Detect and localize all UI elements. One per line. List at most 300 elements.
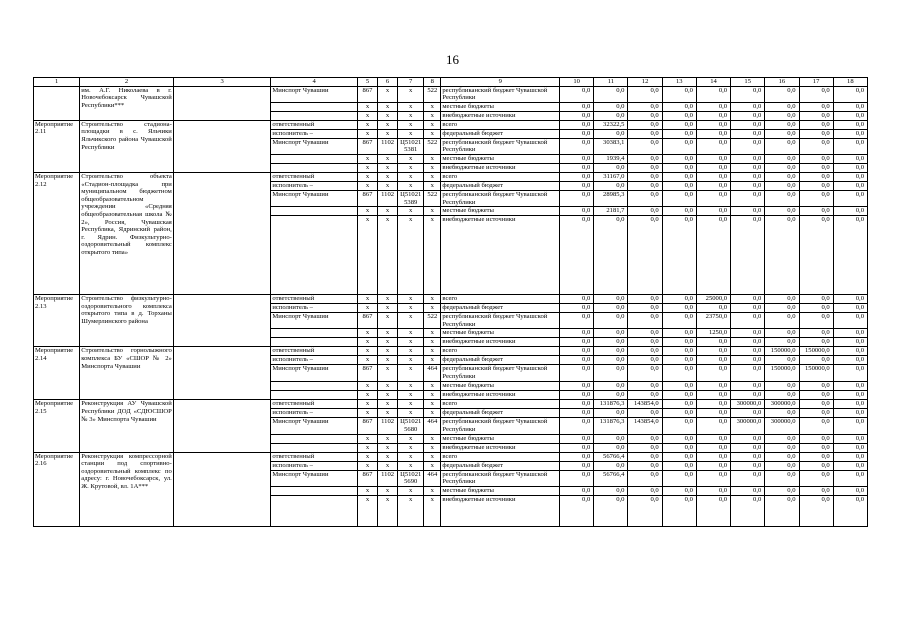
amount-cell: 0,0 [594, 313, 628, 329]
amount-cell: 0,0 [662, 216, 696, 295]
funding-source: внебюджетные источники [441, 391, 560, 400]
amount-cell: 0,0 [696, 163, 730, 172]
amount-cell: 0,0 [765, 391, 799, 400]
grbs-code: x [357, 461, 377, 470]
amount-cell: 0,0 [765, 452, 799, 461]
amount-cell: 0,0 [765, 313, 799, 329]
amount-cell: 0,0 [833, 347, 867, 356]
amount-cell: 0,0 [799, 356, 833, 365]
amount-cell: 0,0 [799, 409, 833, 418]
target-code: x [398, 111, 424, 120]
target-code: x [398, 216, 424, 295]
expense-type: x [424, 102, 441, 111]
amount-cell: 0,0 [594, 391, 628, 400]
target-code: x [398, 409, 424, 418]
amount-cell: 25000,0 [696, 295, 730, 304]
amount-cell: 0,0 [833, 452, 867, 461]
section-code: 1102 [378, 470, 398, 486]
amount-cell: 0,0 [594, 163, 628, 172]
amount-cell: 300000,0 [765, 400, 799, 409]
empty-cell [173, 347, 271, 400]
amount-cell: 0,0 [662, 400, 696, 409]
table-row [34, 86, 868, 102]
amount-cell: 0,0 [662, 154, 696, 163]
amount-cell: 0,0 [560, 295, 594, 304]
amount-cell: 0,0 [628, 486, 662, 495]
target-code: x [398, 154, 424, 163]
event-number: Мероприятие 2.14 [34, 347, 80, 400]
amount-cell: 0,0 [628, 495, 662, 526]
amount-cell: 0,0 [696, 486, 730, 495]
target-code: x [398, 495, 424, 526]
amount-cell: 150000,0 [765, 365, 799, 382]
expense-type: x [424, 163, 441, 172]
expense-type: x [424, 486, 441, 495]
table-row [34, 452, 868, 461]
amount-cell: 0,0 [765, 129, 799, 138]
amount-cell: 0,0 [560, 486, 594, 495]
amount-cell: 0,0 [594, 461, 628, 470]
amount-cell: 0,0 [833, 443, 867, 452]
amount-cell: 0,0 [799, 313, 833, 329]
expense-type: x [424, 452, 441, 461]
grbs-code: x [357, 443, 377, 452]
column-number: 2 [80, 78, 174, 87]
funding-source: всего [441, 120, 560, 129]
amount-cell: 0,0 [765, 409, 799, 418]
target-code: x [398, 400, 424, 409]
amount-cell: 300000,0 [765, 418, 799, 434]
event-name: Строительство стадиона-площадки в с. Яльчики Яльчикского района Чувашской Республики [80, 120, 174, 172]
amount-cell: 0,0 [696, 391, 730, 400]
amount-cell: 0,0 [696, 338, 730, 347]
event-number: Мероприятие 2.13 [34, 295, 80, 347]
executor-cell: Минспорт Чувашии [271, 418, 358, 434]
amount-cell: 0,0 [628, 172, 662, 181]
expense-type: 522 [424, 313, 441, 329]
funding-source: всего [441, 347, 560, 356]
amount-cell: 0,0 [799, 461, 833, 470]
amount-cell: 0,0 [696, 400, 730, 409]
executor-cell [271, 338, 358, 347]
amount-cell: 0,0 [731, 163, 765, 172]
amount-cell: 0,0 [799, 86, 833, 102]
amount-cell: 0,0 [628, 207, 662, 216]
funding-source: внебюджетные источники [441, 216, 560, 295]
target-code: Ц51021 5381 [398, 138, 424, 154]
executor-cell: ответственный [271, 172, 358, 181]
target-code: x [398, 365, 424, 382]
amount-cell: 0,0 [765, 382, 799, 391]
section-code: x [378, 400, 398, 409]
expense-type: x [424, 443, 441, 452]
amount-cell: 0,0 [765, 329, 799, 338]
amount-cell: 0,0 [594, 304, 628, 313]
amount-cell: 0,0 [696, 461, 730, 470]
amount-cell: 0,0 [628, 470, 662, 486]
amount-cell: 0,0 [594, 329, 628, 338]
amount-cell: 0,0 [594, 347, 628, 356]
amount-cell: 0,0 [560, 400, 594, 409]
empty-cell [173, 172, 271, 294]
funding-source: федеральный бюджет [441, 409, 560, 418]
amount-cell: 0,0 [560, 356, 594, 365]
amount-cell: 0,0 [628, 365, 662, 382]
expense-type: x [424, 434, 441, 443]
section-code: x [378, 391, 398, 400]
amount-cell: 0,0 [833, 129, 867, 138]
amount-cell: 0,0 [662, 295, 696, 304]
amount-cell: 0,0 [833, 382, 867, 391]
amount-cell: 0,0 [696, 452, 730, 461]
amount-cell: 0,0 [662, 434, 696, 443]
amount-cell: 0,0 [594, 434, 628, 443]
amount-cell: 0,0 [799, 138, 833, 154]
amount-cell: 0,0 [628, 129, 662, 138]
amount-cell: 0,0 [560, 495, 594, 526]
amount-cell: 0,0 [560, 409, 594, 418]
amount-cell: 0,0 [560, 138, 594, 154]
executor-cell [271, 486, 358, 495]
empty-cell [173, 400, 271, 452]
section-code: x [378, 452, 398, 461]
funding-source: внебюджетные источники [441, 111, 560, 120]
amount-cell: 0,0 [662, 181, 696, 190]
amount-cell: 30383,1 [594, 138, 628, 154]
amount-cell: 300000,0 [731, 400, 765, 409]
expense-type: 522 [424, 190, 441, 206]
expense-type: x [424, 347, 441, 356]
amount-cell: 0,0 [731, 452, 765, 461]
amount-cell: 0,0 [662, 111, 696, 120]
section-code: 1102 [378, 138, 398, 154]
amount-cell: 0,0 [628, 102, 662, 111]
amount-cell: 0,0 [799, 207, 833, 216]
amount-cell: 0,0 [799, 129, 833, 138]
funding-source: федеральный бюджет [441, 356, 560, 365]
grbs-code: x [357, 338, 377, 347]
amount-cell: 0,0 [560, 216, 594, 295]
executor-cell: Минспорт Чувашии [271, 470, 358, 486]
funding-source: внебюджетные источники [441, 163, 560, 172]
amount-cell: 0,0 [765, 172, 799, 181]
funding-source: федеральный бюджет [441, 304, 560, 313]
amount-cell: 0,0 [765, 486, 799, 495]
amount-cell: 0,0 [799, 329, 833, 338]
grbs-code: x [357, 486, 377, 495]
target-code: x [398, 461, 424, 470]
grbs-code: 867 [357, 313, 377, 329]
amount-cell: 0,0 [833, 111, 867, 120]
amount-cell: 0,0 [833, 365, 867, 382]
funding-source: всего [441, 172, 560, 181]
expense-type: x [424, 295, 441, 304]
amount-cell: 0,0 [696, 418, 730, 434]
funding-source: всего [441, 400, 560, 409]
expense-type: x [424, 172, 441, 181]
amount-cell: 0,0 [833, 495, 867, 526]
section-code: x [378, 154, 398, 163]
expense-type: x [424, 304, 441, 313]
amount-cell: 0,0 [731, 391, 765, 400]
executor-cell [271, 391, 358, 400]
executor-cell: Минспорт Чувашии [271, 86, 358, 102]
target-code: x [398, 486, 424, 495]
amount-cell: 0,0 [560, 86, 594, 102]
amount-cell: 150000,0 [799, 365, 833, 382]
amount-cell: 0,0 [731, 365, 765, 382]
amount-cell: 0,0 [662, 329, 696, 338]
column-number: 16 [765, 78, 799, 87]
funding-source: всего [441, 295, 560, 304]
amount-cell: 0,0 [765, 304, 799, 313]
amount-cell: 56766,4 [594, 452, 628, 461]
amount-cell: 0,0 [833, 418, 867, 434]
amount-cell: 150000,0 [765, 347, 799, 356]
amount-cell: 0,0 [662, 470, 696, 486]
expense-type: x [424, 111, 441, 120]
amount-cell: 0,0 [833, 409, 867, 418]
target-code: Ц51021 5680 [398, 418, 424, 434]
expense-type: x [424, 461, 441, 470]
amount-cell: 0,0 [731, 486, 765, 495]
amount-cell: 0,0 [594, 495, 628, 526]
amount-cell: 0,0 [594, 382, 628, 391]
program-table [33, 77, 868, 527]
column-number: 7 [398, 78, 424, 87]
amount-cell: 0,0 [799, 418, 833, 434]
amount-cell: 0,0 [696, 181, 730, 190]
grbs-code: x [357, 129, 377, 138]
amount-cell: 0,0 [696, 470, 730, 486]
amount-cell: 0,0 [696, 102, 730, 111]
amount-cell: 0,0 [833, 216, 867, 295]
event-name: Реконструкция компрессорной станции под спортивно-оздоровительный комплекс по адресу: г. Новочебоксарск, ул. Ж. Крутовой, вл. 1А*** [80, 452, 174, 526]
amount-cell: 0,0 [560, 452, 594, 461]
expense-type: x [424, 120, 441, 129]
grbs-code: x [357, 172, 377, 181]
amount-cell: 0,0 [731, 356, 765, 365]
amount-cell: 0,0 [628, 452, 662, 461]
amount-cell: 0,0 [696, 190, 730, 206]
column-number: 17 [799, 78, 833, 87]
amount-cell: 0,0 [560, 102, 594, 111]
amount-cell: 0,0 [833, 172, 867, 181]
amount-cell: 0,0 [833, 434, 867, 443]
target-code: x [398, 102, 424, 111]
amount-cell: 0,0 [833, 313, 867, 329]
amount-cell: 0,0 [560, 418, 594, 434]
executor-cell [271, 154, 358, 163]
amount-cell: 0,0 [731, 102, 765, 111]
amount-cell: 0,0 [833, 86, 867, 102]
executor-cell: ответственный [271, 120, 358, 129]
amount-cell: 0,0 [696, 216, 730, 295]
amount-cell: 0,0 [628, 443, 662, 452]
table-row [34, 120, 868, 129]
target-code: x [398, 443, 424, 452]
grbs-code: x [357, 304, 377, 313]
funding-source: республиканский бюджет Чувашской Республики [441, 313, 560, 329]
table-row [34, 295, 868, 304]
grbs-code: x [357, 452, 377, 461]
amount-cell: 0,0 [662, 391, 696, 400]
executor-cell: ответственный [271, 400, 358, 409]
amount-cell: 143854,0 [628, 418, 662, 434]
amount-cell: 0,0 [765, 190, 799, 206]
amount-cell: 23750,0 [696, 313, 730, 329]
amount-cell: 0,0 [731, 295, 765, 304]
amount-cell: 0,0 [696, 172, 730, 181]
section-code: 1102 [378, 190, 398, 206]
executor-cell [271, 443, 358, 452]
amount-cell: 0,0 [731, 181, 765, 190]
target-code: x [398, 434, 424, 443]
event-number: Мероприятие 2.12 [34, 172, 80, 294]
executor-cell: ответственный [271, 452, 358, 461]
target-code: x [398, 356, 424, 365]
grbs-code: x [357, 356, 377, 365]
table-body [34, 78, 868, 527]
executor-cell [271, 163, 358, 172]
funding-source: внебюджетные источники [441, 443, 560, 452]
executor-cell [271, 207, 358, 216]
column-number: 12 [628, 78, 662, 87]
amount-cell: 0,0 [799, 452, 833, 461]
target-code: x [398, 181, 424, 190]
grbs-code: 867 [357, 365, 377, 382]
amount-cell: 0,0 [696, 154, 730, 163]
section-code: x [378, 495, 398, 526]
amount-cell: 28985,3 [594, 190, 628, 206]
amount-cell: 0,0 [833, 190, 867, 206]
amount-cell: 0,0 [696, 207, 730, 216]
funding-source: местные бюджеты [441, 486, 560, 495]
grbs-code: x [357, 207, 377, 216]
amount-cell: 0,0 [560, 347, 594, 356]
amount-cell: 0,0 [628, 190, 662, 206]
amount-cell: 0,0 [594, 365, 628, 382]
amount-cell: 0,0 [662, 304, 696, 313]
amount-cell: 0,0 [731, 86, 765, 102]
amount-cell: 0,0 [833, 356, 867, 365]
target-code: x [398, 452, 424, 461]
amount-cell: 0,0 [696, 356, 730, 365]
amount-cell: 0,0 [799, 102, 833, 111]
amount-cell: 0,0 [799, 111, 833, 120]
amount-cell: 0,0 [594, 102, 628, 111]
grbs-code: x [357, 495, 377, 526]
event-name: Строительство объекта «Стадион-площадка при муниципальном бюджетном общеобразовательном учреждении «Средняя общеобразовательная школа № 2», Россия, Чувашская Республика, Ядринский район, г. Ядрин. Физкультурно-оздоровительный комплекс открытого типа» [80, 172, 174, 294]
column-number: 1 [34, 78, 80, 87]
amount-cell: 0,0 [628, 304, 662, 313]
amount-cell: 0,0 [560, 129, 594, 138]
table-row [34, 172, 868, 181]
target-code: x [398, 338, 424, 347]
funding-source: республиканский бюджет Чувашской Республики [441, 365, 560, 382]
amount-cell: 0,0 [696, 86, 730, 102]
amount-cell: 0,0 [731, 304, 765, 313]
executor-cell: исполнитель – [271, 409, 358, 418]
target-code: Ц51021 5690 [398, 470, 424, 486]
amount-cell: 0,0 [799, 443, 833, 452]
target-code: x [398, 120, 424, 129]
amount-cell: 0,0 [799, 295, 833, 304]
expense-type: 464 [424, 470, 441, 486]
column-number: 8 [424, 78, 441, 87]
target-code: x [398, 347, 424, 356]
amount-cell: 150000,0 [799, 347, 833, 356]
executor-cell: исполнитель – [271, 356, 358, 365]
amount-cell: 0,0 [833, 400, 867, 409]
grbs-code: x [357, 102, 377, 111]
amount-cell: 0,0 [594, 409, 628, 418]
amount-cell: 0,0 [662, 356, 696, 365]
amount-cell: 0,0 [696, 111, 730, 120]
amount-cell: 0,0 [765, 111, 799, 120]
amount-cell: 0,0 [628, 382, 662, 391]
amount-cell: 0,0 [594, 356, 628, 365]
grbs-code: x [357, 400, 377, 409]
target-code: x [398, 129, 424, 138]
amount-cell: 0,0 [833, 138, 867, 154]
amount-cell: 31167,0 [594, 172, 628, 181]
amount-cell: 0,0 [560, 470, 594, 486]
amount-cell: 0,0 [696, 434, 730, 443]
column-number: 11 [594, 78, 628, 87]
amount-cell: 131876,3 [594, 418, 628, 434]
grbs-code: x [357, 111, 377, 120]
executor-cell: Минспорт Чувашии [271, 190, 358, 206]
amount-cell: 0,0 [662, 129, 696, 138]
funding-source: местные бюджеты [441, 329, 560, 338]
target-code: x [398, 86, 424, 102]
amount-cell: 0,0 [696, 120, 730, 129]
section-code: x [378, 365, 398, 382]
amount-cell: 0,0 [731, 120, 765, 129]
executor-cell: Минспорт Чувашии [271, 313, 358, 329]
amount-cell: 1250,0 [696, 329, 730, 338]
funding-source: местные бюджеты [441, 207, 560, 216]
target-code: x [398, 329, 424, 338]
empty-cell [173, 452, 271, 526]
amount-cell: 0,0 [662, 172, 696, 181]
grbs-code: x [357, 347, 377, 356]
amount-cell: 0,0 [833, 461, 867, 470]
grbs-code: x [357, 154, 377, 163]
amount-cell: 0,0 [731, 329, 765, 338]
event-name: Строительство физкультурно-оздоровительного комплекса открытого типа в д. Торханы Шумерлинского района [80, 295, 174, 347]
amount-cell: 0,0 [628, 409, 662, 418]
amount-cell: 0,0 [696, 443, 730, 452]
executor-cell [271, 102, 358, 111]
amount-cell: 0,0 [696, 365, 730, 382]
column-number-row [34, 78, 868, 87]
amount-cell: 0,0 [696, 382, 730, 391]
amount-cell: 0,0 [799, 470, 833, 486]
grbs-code: x [357, 163, 377, 172]
amount-cell: 0,0 [833, 163, 867, 172]
amount-cell: 0,0 [731, 111, 765, 120]
amount-cell: 0,0 [765, 338, 799, 347]
grbs-code: x [357, 391, 377, 400]
executor-cell: Минспорт Чувашии [271, 365, 358, 382]
amount-cell: 0,0 [731, 338, 765, 347]
column-number: 15 [731, 78, 765, 87]
section-code: x [378, 86, 398, 102]
amount-cell: 56766,4 [594, 470, 628, 486]
amount-cell: 0,0 [799, 120, 833, 129]
